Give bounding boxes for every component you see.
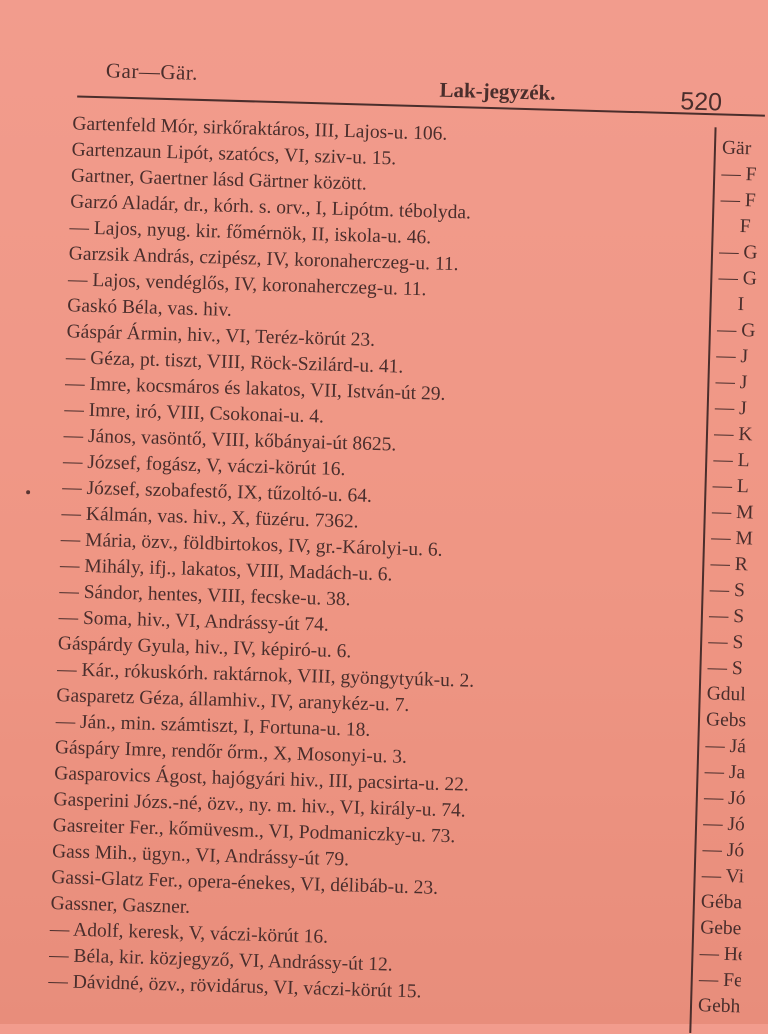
list-item: — Lajos, nyug. kir. főmérnök, II, iskola-u. 46.	[69, 217, 432, 249]
right-column-item: — Jó	[703, 787, 746, 810]
right-column-item: Gebs	[705, 709, 747, 732]
right-column-item: — K	[713, 423, 753, 446]
list-item: — Mihály, ifj., lakatos, VIII, Madách-u. 6.	[59, 555, 393, 586]
list-item: — Adolf, keresk, V, váczi-körút 16.	[49, 919, 329, 948]
list-item: Gartenfeld Mór, sirkőraktáros, III, Lajos-u. 106.	[72, 113, 448, 145]
right-column-item: — M	[711, 501, 754, 524]
list-item: Gáspáry Imre, rendőr őrm., X, Mosonyi-u. 3.	[54, 737, 408, 768]
list-item: Gasparetz Géza, államhiv., IV, aranykéz-u. 7.	[56, 685, 410, 716]
right-column-item: — S	[707, 657, 743, 680]
list-item: — János, vasöntő, VIII, kőbányai-út 8625.	[63, 425, 397, 456]
right-column-item: — Já	[705, 735, 747, 758]
right-column-item: I	[737, 293, 745, 316]
list-item: — Mária, özv., földbirtokos, IV, gr.-Károlyi-u. 6.	[60, 529, 443, 561]
ink-spot	[26, 490, 30, 494]
running-head-range: Gar—Gär.	[105, 58, 199, 85]
list-item: — Sándor, hentes, VIII, fecske-u. 38.	[59, 581, 351, 611]
list-item: — József, szobafestő, IX, tűzoltó-u. 64.	[61, 477, 373, 507]
list-item: Gartner, Gaertner lásd Gärtner között.	[70, 165, 368, 195]
right-column-item: — G	[718, 267, 758, 290]
right-column-item: — He	[699, 943, 747, 966]
list-item: — Ján., min. számtiszt, I, Fortuna-u. 18.	[55, 711, 371, 741]
list-item: — Géza, pt. tiszt, VIII, Röck-Szilárd-u. 41.	[65, 347, 404, 378]
list-item: Gáspárdy Gyula, hiv., IV, képiró-u. 6.	[57, 633, 352, 663]
running-head-title: Lak-jegyzék.	[439, 77, 556, 105]
list-item: Gassi-Glatz Fer., opera-énekes, VI, délibáb-u. 23.	[51, 867, 439, 899]
right-column-item: Gebe	[699, 917, 742, 940]
list-item: — József, fogász, V, váczi-körút 16.	[62, 451, 346, 481]
list-item: Gaskó Béla, vas. hiv.	[67, 295, 233, 321]
list-item: — Béla, kir. közjegyző, VI, Andrássy-út 12.	[48, 945, 393, 976]
list-item: — Lajos, vendéglős, IV, koronaherczeg-u. 11.	[67, 269, 427, 301]
right-column-item: — Fe	[698, 969, 743, 992]
page-number: 520	[679, 87, 723, 117]
list-item: Gasperini Józs.-né, özv., ny. m. hiv., VI, király-u. 74.	[53, 789, 466, 822]
right-column-item: — Jó	[702, 839, 745, 862]
right-column-item: — F	[720, 189, 757, 212]
list-item: Garzsik András, czipész, IV, koronaherczeg-u. 11.	[68, 243, 459, 276]
list-item: Gasparovics Ágost, hajógyári hiv., III, pacsirta-u. 22.	[53, 763, 470, 796]
right-column-item: — Jó	[702, 813, 746, 836]
right-column-item: F	[739, 216, 751, 238]
right-column-item: Gär	[721, 137, 752, 160]
right-column-item: — G	[718, 241, 758, 264]
list-item: Gassner, Gaszner.	[50, 893, 191, 918]
right-column-fragment	[698, 136, 768, 1021]
list-item: Gartenzaun Lipót, szatócs, VI, sziv-u. 15.	[71, 139, 397, 170]
right-column-item: — Vi	[701, 865, 745, 888]
right-column-item: — J	[715, 371, 748, 394]
entry-list	[48, 111, 704, 1012]
right-column-item: — S	[707, 631, 744, 654]
right-column-item: — L	[712, 475, 750, 498]
right-column-item: — J	[714, 397, 747, 420]
list-item: — Dávidné, özv., rövidárus, VI, váczi-körút 15.	[48, 971, 422, 1003]
list-item: — Imre, iró, VIII, Csokonai-u. 4.	[64, 399, 325, 428]
right-column-item: — S	[709, 579, 746, 602]
right-column-item: — J	[715, 345, 749, 368]
right-column-item: — L	[712, 449, 750, 472]
list-item: — Kálmán, vas. hiv., X, füzéru. 7362.	[61, 503, 359, 533]
list-item: Gasreiter Fer., kőmüvesm., VI, Podmaniczky-u. 73.	[52, 815, 456, 848]
right-column-item: — G	[716, 319, 756, 342]
list-item: — Kár., rókuskórh. raktárnok, VIII, gyöngytyúk-u. 2.	[56, 659, 475, 692]
list-item: Gáspár Ármin, hiv., VI, Teréz-körút 23.	[66, 321, 376, 351]
list-item: — Soma, hiv., VI, Andrássy-út 74.	[58, 607, 330, 636]
list-item: Gass Mih., ügyn., VI, Andrássy-út 79.	[51, 841, 350, 871]
list-item: — Imre, kocsmáros és lakatos, VII, István-út 29.	[64, 373, 446, 405]
right-column-item: — F	[720, 163, 757, 186]
right-column-item: — S	[708, 605, 745, 628]
right-column-item: — Ja	[704, 761, 746, 784]
right-column-item: — R	[710, 553, 749, 576]
right-column-item: — M	[710, 527, 754, 550]
list-item: Garzó Aladár, dr., kórh. s. orv., I, Lipótm. tébolyda.	[69, 191, 472, 224]
right-column-item: Gebh	[697, 995, 741, 1018]
right-column-item: Géba	[700, 891, 743, 914]
right-column-item: Gdul	[706, 683, 747, 706]
